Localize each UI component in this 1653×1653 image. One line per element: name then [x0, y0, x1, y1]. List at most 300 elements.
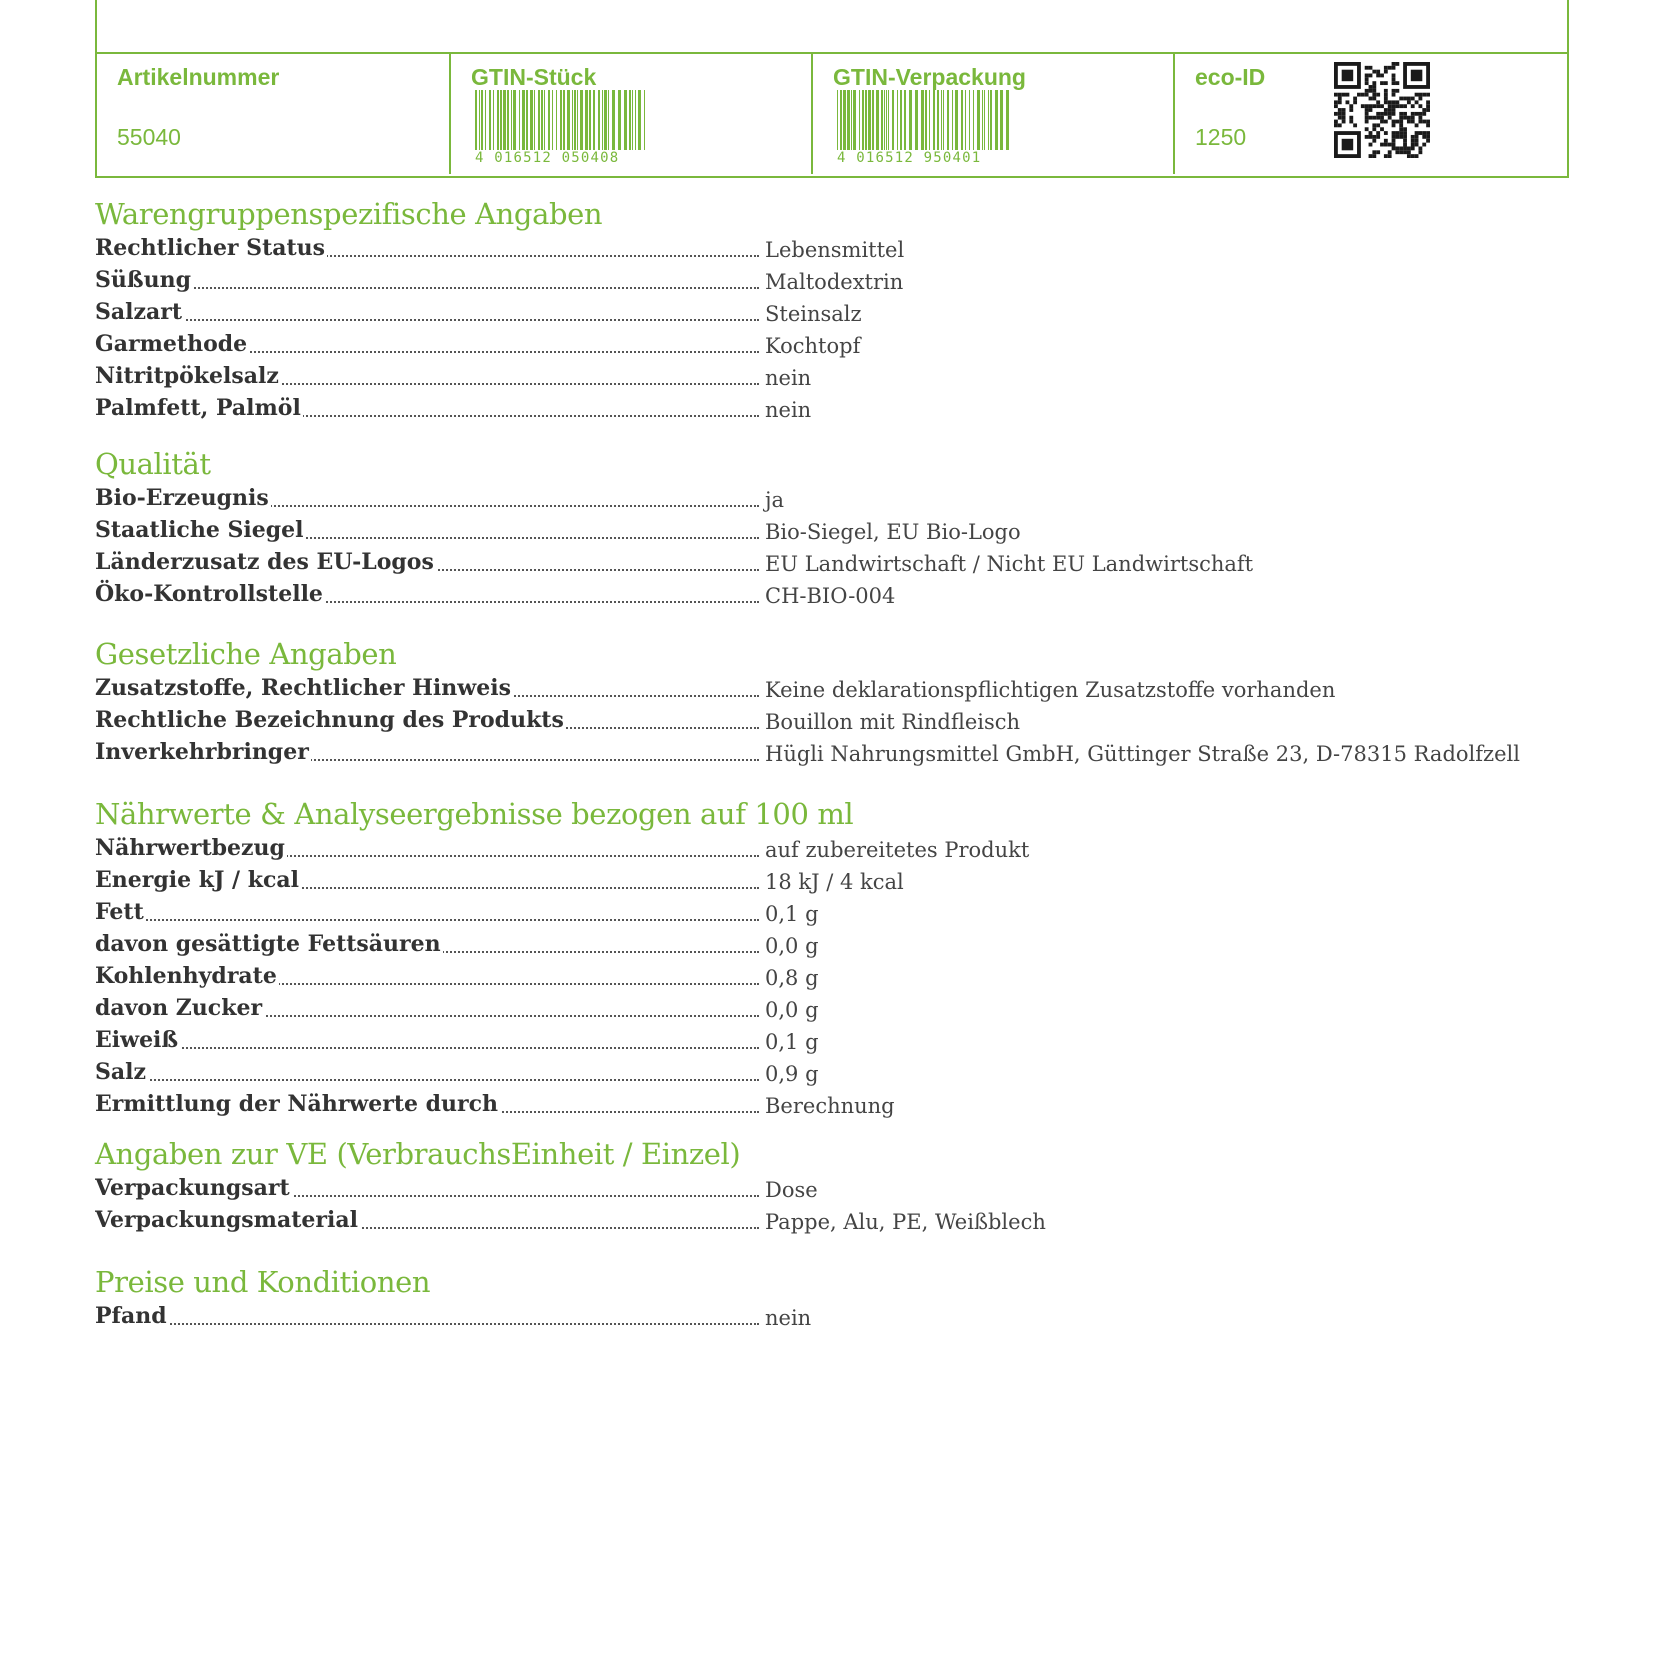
qr-module: [1369, 143, 1373, 147]
barcode-bar: [933, 90, 935, 152]
spec-row-value: Bouillon mit Rindfleisch: [765, 710, 1021, 734]
qr-module: [1342, 70, 1354, 82]
barcode-bar: [853, 90, 856, 152]
dotted-leader: [95, 1079, 759, 1081]
barcode-bar: [929, 90, 930, 152]
barcode-bar: [485, 90, 486, 152]
spec-row-value: nein: [765, 1306, 812, 1330]
barcode-bar: [955, 90, 958, 152]
qr-module: [1369, 74, 1373, 78]
barcode-bar: [511, 90, 512, 152]
qr-module: [1399, 135, 1403, 139]
qr-module: [1403, 143, 1407, 147]
spec-row: [95, 704, 1569, 736]
qr-module: [1388, 104, 1392, 108]
spec-row: [95, 832, 1569, 864]
spec-row: [95, 1088, 1569, 1120]
qr-module: [1407, 100, 1411, 104]
qr-module: [1411, 116, 1415, 120]
spec-row-label: [95, 578, 759, 610]
spec-label-text: Süßung: [95, 267, 191, 293]
qr-module: [1415, 100, 1419, 104]
qr-module: [1407, 146, 1411, 150]
spec-row: [95, 360, 1569, 392]
qr-module: [1369, 66, 1373, 70]
qr-module: [1411, 154, 1415, 158]
qr-module: [1376, 104, 1380, 108]
spec-row-label: [95, 704, 759, 736]
spec-row-value: 0,1 g: [765, 902, 819, 926]
spec-row-value: EU Landwirtschaft / Nicht EU Landwirtschaft: [765, 552, 1254, 576]
spec-row: [95, 392, 1569, 424]
barcode-bar: [868, 90, 871, 152]
barcode-bar: [602, 90, 603, 152]
qr-module: [1426, 131, 1430, 135]
qr-module: [1365, 104, 1369, 108]
spec-row-value: 0,9 g: [765, 1062, 819, 1086]
barcode-bar: [947, 90, 949, 152]
qr-module: [1346, 93, 1350, 97]
qr-module: [1376, 100, 1380, 104]
qr-module: [1415, 93, 1419, 97]
gtin-stueck-cell: [451, 54, 813, 174]
barcode-bar: [969, 90, 970, 152]
gtin-verpackung-number: 4 016512 950401: [837, 150, 1022, 166]
qr-module: [1380, 143, 1384, 147]
qr-module: [1392, 81, 1396, 85]
qr-module: [1403, 104, 1407, 108]
barcode-bar: [481, 90, 483, 152]
barcode-bar: [851, 90, 852, 152]
qr-module: [1349, 108, 1353, 112]
spec-label-text: Nährwertbezug: [95, 835, 285, 861]
qr-module: [1415, 143, 1419, 147]
barcode-bar: [608, 90, 609, 152]
spec-row-label: [95, 672, 759, 704]
gtin-verpackung-label: GTIN-Verpackung: [833, 64, 1026, 90]
qr-module: [1380, 116, 1384, 120]
qr-module: [1380, 74, 1384, 78]
spec-row-label: [95, 960, 759, 992]
spec-row: [95, 328, 1569, 360]
qr-module: [1384, 81, 1388, 85]
qr-module: [1392, 139, 1396, 143]
spec-label-text: Zusatzstoffe, Rechtlicher Hinweis: [95, 675, 511, 701]
qr-module: [1415, 112, 1419, 116]
barcode-bar: [503, 90, 506, 152]
qr-module: [1384, 108, 1388, 112]
spec-row-value: Kochtopf: [765, 334, 861, 358]
spec-row-label: [95, 546, 759, 578]
barcode-bar: [598, 90, 600, 152]
qr-module: [1388, 66, 1392, 70]
qr-module: [1407, 97, 1411, 101]
barcode-bar: [982, 90, 983, 152]
qr-module: [1392, 120, 1396, 124]
qr-module: [1384, 70, 1388, 74]
spec-row: [95, 1204, 1569, 1236]
spec-row-label: [95, 992, 759, 1024]
section-title: Warengruppenspezifische Angaben: [95, 197, 603, 231]
spec-label-text: Bio-Erzeugnis: [95, 485, 269, 511]
qr-module: [1388, 116, 1392, 120]
section: [95, 796, 1569, 1120]
qr-module: [1380, 81, 1384, 85]
qr-module: [1380, 120, 1384, 124]
gtin-verpackung-cell: [813, 54, 1175, 174]
barcode-bar: [941, 90, 942, 152]
qr-module: [1395, 100, 1399, 104]
qr-module: [1384, 139, 1388, 143]
qr-module: [1372, 104, 1376, 108]
qr-module: [1426, 100, 1430, 104]
qr-module: [1372, 97, 1376, 101]
spec-row: [95, 896, 1569, 928]
qr-module: [1365, 89, 1369, 93]
section-title: Preise und Konditionen: [95, 1265, 431, 1299]
qr-module: [1418, 146, 1422, 150]
barcode-bar: [577, 90, 578, 152]
spec-label-text: Verpackungsart: [95, 1175, 290, 1201]
qr-module: [1342, 112, 1346, 116]
qr-module: [1365, 77, 1369, 81]
spec-row: [95, 992, 1569, 1024]
spec-row-value: 18 kJ / 4 kcal: [765, 870, 904, 894]
qr-module: [1411, 112, 1415, 116]
spec-row-label: [95, 482, 759, 514]
qr-module: [1369, 116, 1373, 120]
qr-module: [1388, 100, 1392, 104]
qr-module: [1392, 89, 1396, 93]
qr-module: [1334, 93, 1338, 97]
barcode-bar: [977, 90, 980, 152]
qr-module: [1411, 104, 1415, 108]
qr-module: [1357, 93, 1361, 97]
qr-module: [1415, 131, 1419, 135]
qr-module: [1392, 146, 1396, 150]
qr-module: [1342, 139, 1354, 151]
spec-row-label: [95, 360, 759, 392]
qr-module: [1365, 93, 1369, 97]
qr-module: [1422, 135, 1426, 139]
section: [95, 196, 1569, 424]
spec-label-text: Kohlenhydrate: [95, 963, 277, 989]
section-title: Gesetzliche Angaben: [95, 637, 397, 671]
qr-module: [1418, 112, 1422, 116]
barcode-bar: [500, 90, 502, 152]
qr-module: [1392, 74, 1396, 78]
barcode-bar: [534, 90, 535, 152]
spec-row-label: [95, 832, 759, 864]
barcode-bar: [973, 90, 974, 152]
qr-module: [1411, 146, 1415, 150]
qr-module: [1418, 120, 1422, 124]
qr-module: [1376, 116, 1380, 120]
qr-module: [1418, 97, 1422, 101]
spec-label-text: Salzart: [95, 299, 183, 325]
qr-module: [1411, 139, 1415, 143]
qr-module: [1372, 139, 1376, 143]
spec-row-label: [95, 1088, 759, 1120]
qr-module: [1422, 131, 1426, 135]
qr-module: [1365, 135, 1369, 139]
barcode-bar: [580, 90, 583, 152]
spec-row-value: 0,8 g: [765, 966, 819, 990]
barcode-bar: [541, 90, 543, 152]
qr-module: [1403, 97, 1407, 101]
qr-module: [1395, 104, 1399, 108]
barcode-bar: [574, 90, 576, 152]
qr-module: [1369, 89, 1373, 93]
qr-module: [1399, 97, 1403, 101]
barcode-bar: [888, 90, 889, 152]
qr-module: [1403, 131, 1407, 135]
barcode-bar: [884, 90, 885, 152]
dotted-leader: [95, 287, 759, 289]
qr-module: [1407, 154, 1411, 158]
barcode-bar: [872, 90, 874, 152]
qr-module: [1372, 116, 1376, 120]
qr-module: [1422, 108, 1426, 112]
qr-module: [1372, 123, 1376, 127]
qr-module: [1403, 127, 1407, 131]
qr-module: [1365, 74, 1369, 78]
spec-label-text: Eiweiß: [95, 1027, 179, 1053]
qr-module: [1392, 77, 1396, 81]
spec-label-text: Nitritpökelsalz: [95, 363, 279, 389]
section: [95, 636, 1569, 768]
qr-module: [1349, 120, 1353, 124]
spec-row-label: [95, 736, 759, 768]
barcode-bar: [965, 90, 966, 152]
qr-module: [1388, 150, 1392, 154]
barcode-bar: [548, 90, 550, 152]
qr-module: [1338, 108, 1342, 112]
qr-module: [1338, 112, 1342, 116]
spec-row: [95, 1024, 1569, 1056]
qr-module: [1372, 89, 1376, 93]
spec-row-value: ja: [765, 488, 785, 512]
qr-module: [1338, 100, 1342, 104]
dotted-leader: [95, 319, 759, 321]
barcode-bar: [881, 90, 883, 152]
gtin-verpackung-barcode: [833, 90, 1018, 166]
qr-module: [1334, 104, 1338, 108]
qr-module: [1369, 135, 1373, 139]
qr-module: [1353, 97, 1357, 101]
spec-label-text: Fett: [95, 899, 144, 925]
qr-module: [1426, 139, 1430, 143]
qr-module: [1399, 127, 1403, 131]
qr-module: [1399, 112, 1403, 116]
barcode-bar: [507, 90, 509, 152]
barcode-bar: [995, 90, 998, 152]
spec-row-label: [95, 896, 759, 928]
qr-module: [1365, 66, 1369, 70]
spec-row-value: Steinsalz: [765, 302, 862, 326]
barcode-bar: [572, 90, 573, 152]
qr-module: [1372, 150, 1376, 154]
qr-module: [1395, 131, 1399, 135]
qr-module: [1338, 116, 1342, 120]
qr-module: [1426, 135, 1430, 139]
qr-module: [1376, 131, 1380, 135]
qr-module: [1334, 112, 1338, 116]
spec-row-value: Keine deklarationspflichtigen Zusatzstoffe vorhanden: [765, 678, 1336, 702]
section: [95, 446, 1569, 610]
spec-row-label: [95, 296, 759, 328]
qr-module: [1372, 127, 1376, 131]
barcode-bar: [847, 90, 850, 152]
spec-row-label: [95, 1204, 759, 1236]
qr-module: [1369, 104, 1373, 108]
spec-row: [95, 736, 1569, 768]
spec-row-label: [95, 392, 759, 424]
qr-module: [1372, 93, 1376, 97]
gtin-stueck-barcode: [471, 90, 656, 166]
barcode-bar: [961, 90, 963, 152]
gtin-stueck-number: 4 016512 050408: [475, 150, 660, 166]
spec-label-text: Staatliche Siegel: [95, 517, 304, 543]
spec-label-text: Palmfett, Palmöl: [95, 395, 301, 421]
spec-row-value: 0,0 g: [765, 934, 819, 958]
qr-module: [1376, 135, 1380, 139]
spec-row: [95, 514, 1569, 546]
qr-module: [1369, 97, 1373, 101]
spec-label-text: davon Zucker: [95, 995, 263, 1021]
qr-module: [1376, 150, 1380, 154]
qr-module: [1392, 123, 1396, 127]
qr-module: [1403, 116, 1407, 120]
qr-module: [1395, 146, 1399, 150]
qr-module: [1365, 120, 1369, 124]
qr-module: [1415, 154, 1419, 158]
barcode-bar: [493, 90, 494, 152]
qr-module: [1365, 81, 1369, 85]
spec-row: [95, 1056, 1569, 1088]
spec-row-label: [95, 264, 759, 296]
section: [95, 1136, 1569, 1236]
qr-module: [1407, 150, 1411, 154]
qr-module: [1415, 135, 1419, 139]
spec-row-label: [95, 1172, 759, 1204]
qr-code-icon: [1334, 62, 1430, 158]
barcode-bar: [538, 90, 540, 152]
spec-label-text: davon gesättigte Fettsäuren: [95, 931, 441, 957]
barcode-bar: [865, 90, 867, 152]
qr-module: [1395, 150, 1399, 154]
qr-module: [1411, 135, 1415, 139]
barcode-bar: [632, 90, 633, 152]
barcode-bar: [843, 90, 846, 152]
spec-row-value: auf zubereitetes Produkt: [765, 838, 1030, 862]
spec-row: [95, 960, 1569, 992]
barcode-bar: [984, 90, 985, 152]
barcode-bar: [876, 90, 879, 152]
spec-label-text: Rechtliche Bezeichnung des Produkts: [95, 707, 564, 733]
section-title: Qualität: [95, 447, 211, 481]
qr-module: [1422, 93, 1426, 97]
qr-module: [1342, 93, 1346, 97]
barcode-bar: [937, 90, 939, 152]
qr-module: [1399, 150, 1403, 154]
spec-row-label: [95, 328, 759, 360]
qr-module: [1380, 104, 1384, 108]
qr-module: [1407, 120, 1411, 124]
qr-module: [1334, 120, 1338, 124]
barcode-bar: [862, 90, 864, 152]
qr-module: [1384, 89, 1388, 93]
qr-module: [1365, 108, 1369, 112]
barcode-bar: [624, 90, 627, 152]
qr-module: [1399, 123, 1403, 127]
qr-module: [1426, 104, 1430, 108]
qr-module: [1395, 135, 1399, 139]
qr-module: [1392, 100, 1396, 104]
qr-module: [1338, 97, 1342, 101]
gtin-stueck-label: GTIN-Stück: [471, 64, 597, 90]
qr-module: [1407, 116, 1411, 120]
barcode-bar: [497, 90, 499, 152]
qr-module: [1392, 93, 1396, 97]
dotted-leader: [95, 919, 759, 921]
section: [95, 1264, 1569, 1332]
qr-module: [1403, 150, 1407, 154]
barcode-bar: [513, 90, 516, 152]
qr-module: [1342, 116, 1346, 120]
qr-module: [1384, 120, 1388, 124]
spec-row: [95, 296, 1569, 328]
barcode-bar: [544, 90, 545, 152]
barcode-bar: [900, 90, 902, 152]
artikelnummer-cell: [97, 54, 451, 174]
qr-module: [1384, 154, 1388, 158]
eco-id-value: 1250: [1195, 124, 1247, 150]
barcode-bar: [604, 90, 607, 152]
qr-module: [1392, 135, 1396, 139]
qr-module: [1372, 81, 1376, 85]
spec-row-value: Hügli Nahrungsmittel GmbH, Güttinger Straße 23, D-78315 Radolfzell: [765, 742, 1520, 766]
spec-row-value: Lebensmittel: [765, 238, 905, 262]
barcode-bar: [589, 90, 591, 152]
barcode-bar: [556, 90, 557, 152]
spec-row: [95, 482, 1569, 514]
qr-module: [1392, 108, 1396, 112]
qr-module: [1369, 85, 1373, 89]
qr-module: [1365, 112, 1369, 116]
spec-row-label: [95, 1024, 759, 1056]
barcode-bar: [635, 90, 636, 152]
spec-row: [95, 928, 1569, 960]
barcode-bar: [567, 90, 570, 152]
qr-module: [1342, 120, 1346, 124]
qr-module: [1388, 108, 1392, 112]
qr-module: [1395, 120, 1399, 124]
qr-module: [1426, 123, 1430, 127]
spec-row: [95, 864, 1569, 896]
qr-module: [1399, 120, 1403, 124]
spec-label-text: Garmethode: [95, 331, 248, 357]
artikelnummer-value: 55040: [117, 124, 181, 150]
barcode-bar: [988, 90, 989, 152]
qr-module: [1388, 154, 1392, 158]
spec-label-text: Salz: [95, 1059, 146, 1085]
qr-module: [1338, 93, 1342, 97]
barcode-bar: [859, 90, 860, 152]
qr-module: [1422, 112, 1426, 116]
qr-module: [1334, 123, 1338, 127]
barcode-bar: [915, 90, 918, 152]
